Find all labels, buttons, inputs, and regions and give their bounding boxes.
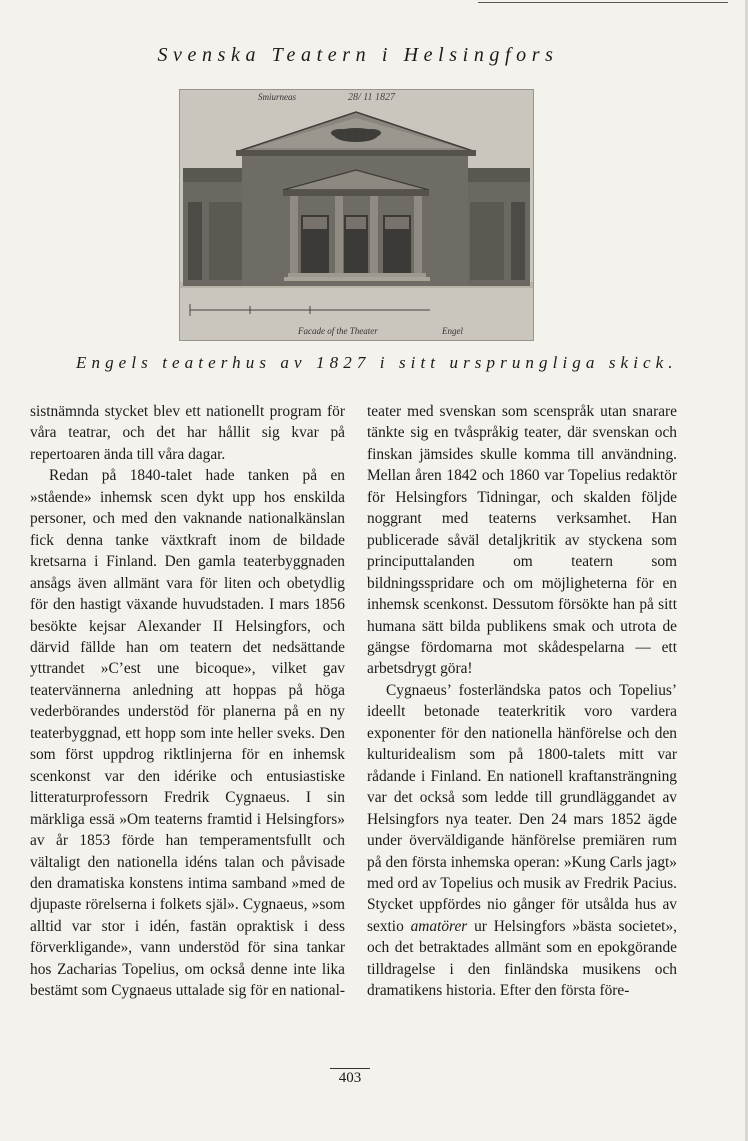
right-paragraph-2-b: ur Helsingfors »bästa societet», och det betraktades allmänt som en epokgörande tilldragelse i den finländska musikens och dramatikens historia. Efter den första före- [367, 917, 678, 1000]
right-column [367, 401, 677, 1002]
top-rule [478, 2, 728, 3]
right-paragraph-2-a: Cygnaeus’ fosterländska patos och Topelius’ ideellt betonade teaterkritik voro vardera exponenter för den nationella hänförelse och den kulturidealism som på 1800-talets mitt var rådande i Finland. En nationell kraftansträngning var det också som ledde till grundläggandet av Helsingfors nya teater. Den 24 mars 1852 ägde under överväldigande hänförelse premiären rum på den första inhemska operan: »Kung Carls jagt» med ord av Topelius och musik av Fredrik Pacius. Stycket uppfördes nio gånger för utsålda hus av sextio [367, 681, 677, 935]
handwritten-bottom-right: Engel [442, 326, 463, 336]
figure-caption: Engels teaterhus av 1827 i sitt ursprungliga skick. [76, 353, 678, 372]
handwritten-top-mid: 28/ 11 1827 [348, 92, 396, 103]
right-paragraph-1: teater med svenskan som scenspråk utan snarare tänkte sig en tvåspråkig teater, där svenskan och finskan jämsides skulle komma till användning. Mellan åren 1842 och 1860 var Topelius redaktör för Helsingfors Tidningar, och skalden följde noggrant med teaterns verksamhet. Han publicerade såväl detaljkritik av styckena som principuttalanden om teatern som bildningsspridare och om möjligheterna för en inhemsk scenkonst. Dessutom försökte han på sitt humana sätt bilda publikens smak och utrota de gängse fördomarna mot skådespelarna — ett arbetsdrygt göra! [367, 403, 677, 678]
left-column [30, 401, 345, 1002]
theater-facade-illustration [179, 89, 534, 341]
left-paragraph-1: sistnämnda stycket blev ett nationellt program för våra teatrar, och det har hållit sig kvar på repertoaren ända till våra dagar. [30, 403, 345, 463]
italic-amatorer: amatörer [410, 917, 468, 935]
handwritten-bottom: Facade of the Theater [298, 326, 378, 336]
page-number: 403 [330, 1068, 370, 1087]
handwritten-top-left: Smiurneas [258, 92, 296, 102]
right-paragraph-2 [367, 680, 677, 1002]
running-head: Svenska Teatern i Helsingfors [157, 44, 559, 66]
left-paragraph-2: Redan på 1840-talet hade tanken på en »stående» inhemsk scen dykt upp hos enskilda personer, och med den vaknande nationalkänslan fick denna tanke växtkraft inom de bildade kretsarna i Finland. Den gamla teaterbyggnaden ansågs även allmänt vara för liten och obetydlig för den hastigt växande huvudstaden. I mars 1856 besökte kejsar Alexander II Helsingfors, och därvid fällde han om teatern det nedsättande yttrandet »C’est une bicoque», vilket gav teatervännerna anledning att hoppas på höga vederbörandes understöd för planerna på en ny teaterbyggnad, ett hopp som inte heller sveks. Den som först uppdrog riktlinjerna för en inhemsk scenkonst var den idérike och entusiastiske litteraturprofessorn Fredrik Cygnaeus. I sin märkliga essä »Om teaterns framtid i Helsingfors» av år 1853 förde han temperamentsfullt och vältaligt den nationella idéns talan och påvisade den dramatiska konstens intima samband »med de djupaste rörelserna i folkets själ». Cygnaeus, »som alltid var stor i idén, fastän opraktisk i dess förverkligande», vann understöd för sina tankar hos Zacharias Topelius, om också denne inte lika bestämt som Cygnaeus uttalade sig för en national- [30, 467, 346, 1000]
